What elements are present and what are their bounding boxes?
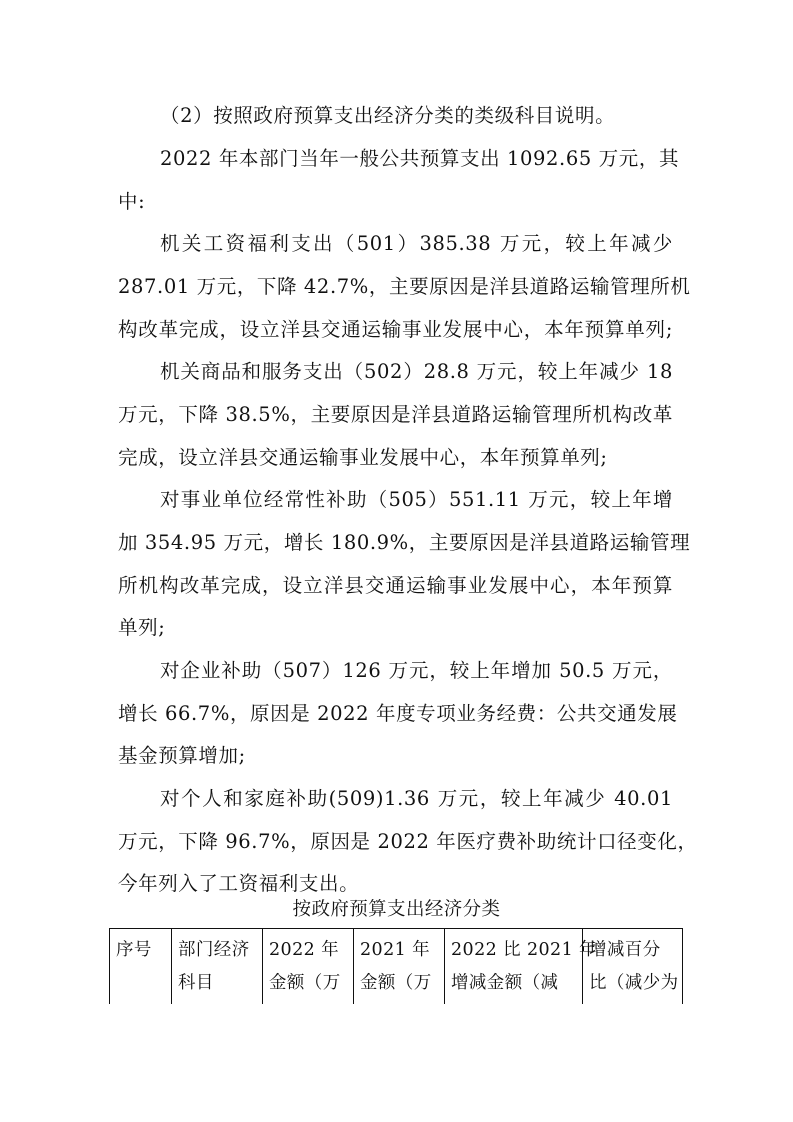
header-cell-change-percent: 增减百分 比（减少为 bbox=[583, 929, 683, 1005]
paragraph-line: 基金预算增加; bbox=[118, 744, 246, 767]
paragraph-line: 今年列入了工资福利支出。 bbox=[118, 872, 360, 895]
paragraph-line: 机关商品和服务支出（502）28.8 万元，较上年减少 18 bbox=[160, 360, 673, 383]
header-cell-index: 序号 bbox=[110, 929, 172, 1005]
header-cell-2021-amount: 2021 年 金额（万 bbox=[354, 929, 445, 1005]
intro-line: 中: bbox=[118, 190, 146, 213]
paragraph-line: 增长 66.7%，原因是 2022 年度专项业务经费：公共交通发展 bbox=[118, 702, 678, 725]
paragraph-line: 机关工资福利支出（501）385.38 万元，较上年减少 bbox=[160, 232, 673, 255]
intro-line: 2022 年本部门当年一般公共预算支出 1092.65 万元，其 bbox=[160, 147, 680, 170]
header-cell-change-amount: 2022 比 2021 年 增减金额（减 bbox=[445, 929, 583, 1005]
table-header-row bbox=[110, 929, 683, 1005]
paragraph-line: 对事业单位经常性补助（505）551.11 万元，较上年增 bbox=[160, 488, 673, 511]
paragraph-line: 加 354.95 万元，增长 180.9%，主要原因是洋县道路运输管理 bbox=[118, 531, 691, 554]
header-cell-2022-amount: 2022 年 金额（万 bbox=[263, 929, 354, 1005]
paragraph-line: 287.01 万元，下降 42.7%，主要原因是洋县道路运输管理所机 bbox=[118, 275, 691, 298]
paragraph-line: 单列; bbox=[118, 616, 166, 639]
paragraph-line: 完成，设立洋县交通运输事业发展中心，本年预算单列; bbox=[118, 446, 608, 469]
header-cell-department-subject: 部门经济 科目 bbox=[172, 929, 263, 1005]
paragraph-line: 所机构改革完成，设立洋县交通运输事业发展中心，本年预算 bbox=[118, 574, 673, 597]
paragraph-line: 对个人和家庭补助(509)1.36 万元，较上年减少 40.01 bbox=[160, 787, 673, 810]
economic-classification-table bbox=[109, 928, 683, 1004]
paragraph-line: 万元，下降 96.7%，原因是 2022 年医疗费补助统计口径变化， bbox=[118, 830, 698, 853]
paragraph-line: 对企业补助（507）126 万元，较上年增加 50.5 万元， bbox=[160, 659, 673, 682]
paragraph-line: 万元，下降 38.5%，主要原因是洋县道路运输管理所机构改革 bbox=[118, 403, 673, 426]
section-heading: （2）按照政府预算支出经济分类的类级科目说明。 bbox=[160, 104, 616, 127]
table-caption: 按政府预算支出经济分类 bbox=[292, 899, 501, 920]
paragraph-line: 构改革完成，设立洋县交通运输事业发展中心，本年预算单列; bbox=[118, 318, 673, 341]
